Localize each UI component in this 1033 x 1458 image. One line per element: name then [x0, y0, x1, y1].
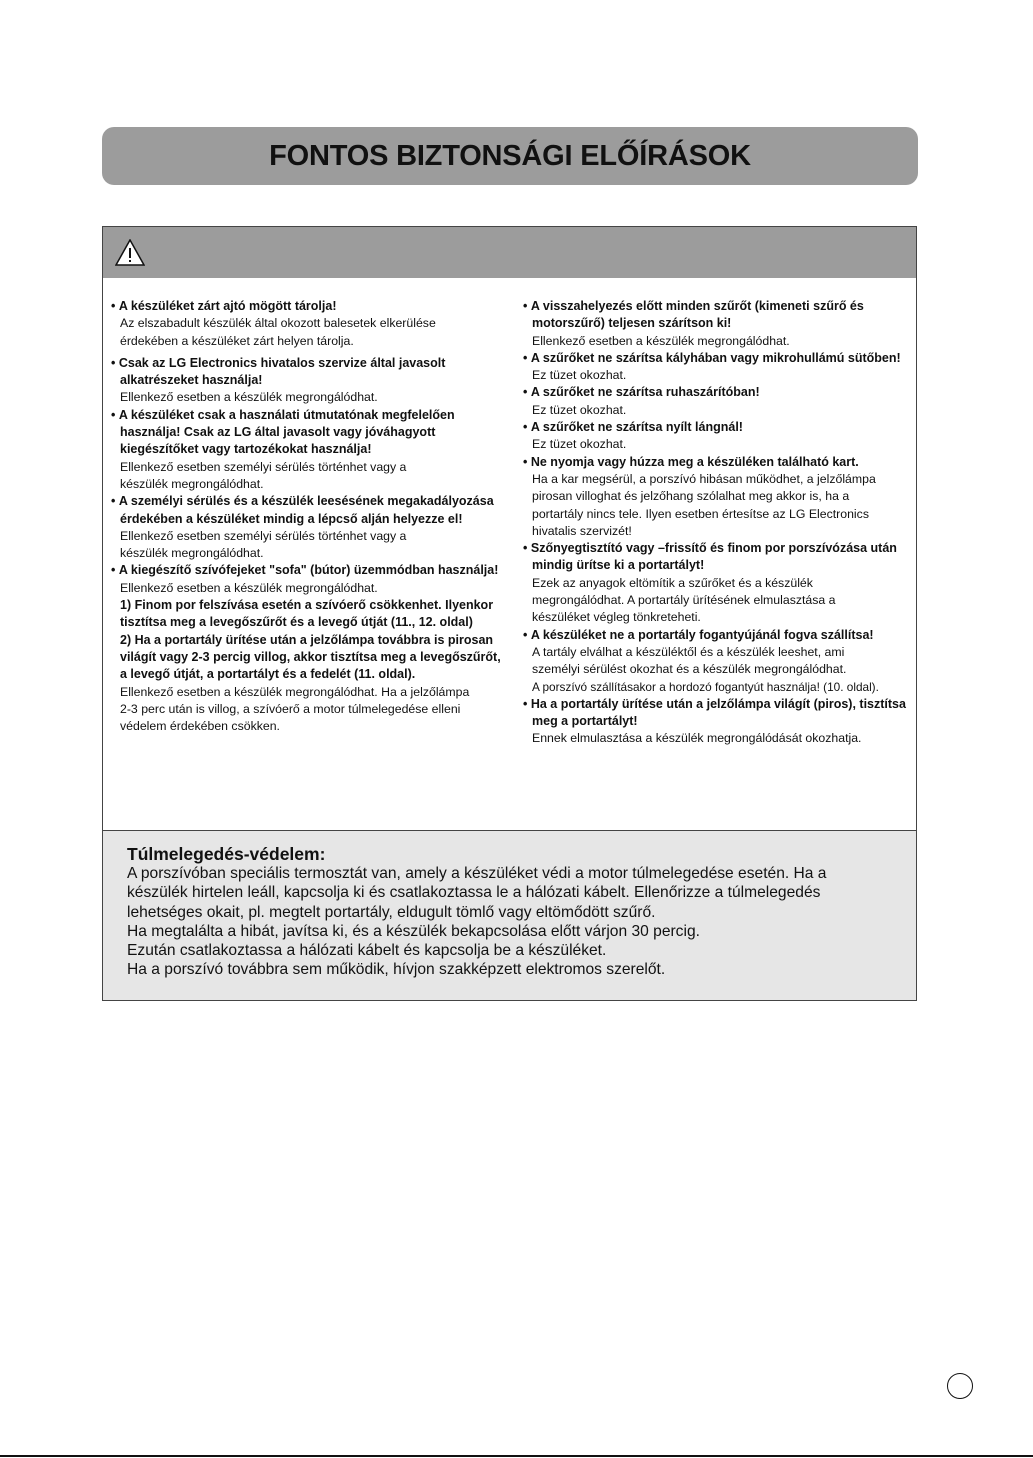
item-heading: • A személyi sérülés és a készülék leesésének megakadályozása érdekében a készüléket mindig a lépcső alján helyezze el!	[111, 493, 501, 528]
list-item	[111, 562, 501, 735]
item-subpoint: 2) Ha a portartály ürítése után a jelzőlámpa továbbra is pirosan világít vagy 2-3 percig villog, akkor tisztítsa meg a levegőszűrőt, a levegő útját, a portartályt és a fedelét (11. oldal).	[120, 632, 501, 682]
item-text: megrongálódhat. A portartály ürítésének elmulasztása a	[532, 593, 836, 608]
item-text: 2-3 perc után is villog, a szívóerő a motor túlmelegedése elleni	[120, 701, 461, 716]
item-text: pirosan villoghat és jelzőhang szólalhat meg akkor is, ha a	[532, 489, 850, 504]
item-text: érdekében a készüléket zárt helyen tárolja.	[120, 333, 354, 348]
list-item	[523, 298, 913, 350]
note-line: Ha megtalálta a hibát, javítsa ki, és a készülék bekapcsolása előtt várjon 30 percig.	[127, 922, 700, 940]
page-title: FONTOS BIZTONSÁGI ELŐÍRÁSOK	[269, 139, 751, 172]
list-item	[111, 355, 501, 407]
item-text: Ez tüzet okozhat.	[532, 437, 627, 452]
warning-header	[103, 227, 916, 278]
item-text: portartály nincs tele. Ilyen esetben értesítse az LG Electronics	[532, 506, 869, 521]
safety-columns	[103, 278, 916, 831]
list-item	[523, 384, 913, 419]
item-subpoint: 1) Finom por felszívása esetén a szívóerő csökkenhet. Ilyenkor tisztítsa meg a levegőszűrőt és a levegő útját (11., 12. oldal)	[120, 598, 494, 630]
item-text: védelem érdekében csökken.	[120, 719, 280, 734]
item-text: Ha a kar megsérül, a porszívó hibásan működhet, a jelzőlámpa	[532, 471, 876, 486]
item-text: Ez tüzet okozhat.	[532, 368, 627, 383]
item-heading: • A visszahelyezés előtt minden szűrőt (kimeneti szűrő és motorszűrő) teljesen szárítson ki!	[523, 298, 913, 333]
note-line: lehetséges okait, pl. megtelt portartály, eldugult tömlő vagy eltömődött szűrő.	[127, 903, 656, 921]
item-text: A porszívó szállításakor a hordozó fogantyút használja! (10. oldal).	[532, 679, 879, 694]
item-text: Ez tüzet okozhat.	[532, 402, 627, 417]
item-text: Az elszabadult készülék által okozott balesetek elkerülése	[120, 316, 436, 331]
item-text: készüléket végleg tönkreteheti.	[532, 610, 701, 625]
overheat-note	[103, 830, 916, 1000]
item-heading: • Ne nyomja vagy húzza meg a készüléken található kart.	[523, 454, 913, 471]
item-heading: • Csak az LG Electronics hivatalos szervize által javasolt alkatrészeket használja!	[111, 355, 501, 390]
item-heading: • A szűrőket ne szárítsa kályhában vagy mikrohullámú sütőben!	[523, 350, 913, 367]
item-text: Ellenkező esetben a készülék megrongálódhat. Ha a jelzőlámpa	[120, 684, 470, 699]
item-text: Ellenkező esetben személyi sérülés történhet vagy a	[120, 459, 407, 474]
item-text: Ennek elmulasztása a készülék megrongálódását okozhatja.	[532, 731, 862, 746]
list-item	[111, 298, 501, 350]
item-text: személyi sérülést okozhat és a készülék megrongálódhat.	[532, 662, 847, 677]
item-text: Ellenkező esetben a készülék megrongálódhat.	[120, 390, 378, 405]
item-text: Ellenkező esetben a készülék megrongálódhat.	[532, 333, 790, 348]
item-heading: • A kiegészítő szívófejeket "sofa" (bútor) üzemmódban használja!	[111, 562, 501, 579]
title-banner	[102, 127, 918, 185]
item-text: készülék megrongálódhat.	[120, 476, 264, 491]
list-item	[523, 419, 913, 454]
page-number-circle	[947, 1373, 973, 1399]
note-line: A porszívóban speciális termosztát van, amely a készüléket védi a motor túlmelegedése esetén. Ha a	[127, 865, 827, 882]
item-heading: • Ha a portartály ürítése után a jelzőlámpa világít (piros), tisztítsa meg a portartályt!	[523, 696, 913, 731]
item-heading: • A szűrőket ne szárítsa ruhaszárítóban!	[523, 384, 913, 401]
item-text: hivatalis szervizét!	[532, 523, 632, 538]
list-item	[523, 454, 913, 540]
item-heading: • A készüléket ne a portartály fogantyújánál fogva szállítsa!	[523, 627, 913, 644]
safety-box	[102, 226, 917, 1001]
list-item	[523, 540, 913, 626]
note-title: Túlmelegedés-védelem:	[127, 844, 326, 864]
item-heading: • A készüléket csak a használati útmutatónak megfelelően használja! Csak az LG által javasolt vagy jóváhagyott kiegészítőket vagy tartozékokat használja!	[111, 407, 501, 459]
bottom-rule	[0, 1455, 1033, 1457]
list-item	[111, 407, 501, 493]
item-heading: • Szőnyegtisztító vagy –frissítő és finom por porszívózása után mindig ürítse ki a portartályt!	[523, 540, 913, 575]
item-text: A tartály elválhat a készüléktől és a készülék leeshet, ami	[532, 644, 845, 659]
warning-triangle-icon	[115, 239, 145, 266]
item-text: készülék megrongálódhat.	[120, 546, 264, 561]
left-column	[111, 298, 501, 735]
item-heading: • A szűrőket ne szárítsa nyílt lángnál!	[523, 419, 913, 436]
right-column	[523, 298, 913, 748]
note-line: készülék hirtelen leáll, kapcsolja ki és csatlakoztassa le a hálózati kábelt. Ellenőrizze a túlmelegedés	[127, 884, 821, 902]
item-text: Ellenkező esetben személyi sérülés történhet vagy a	[120, 528, 407, 543]
list-item	[523, 350, 913, 385]
note-line: Ezután csatlakoztassa a hálózati kábelt és kapcsolja be a készüléket.	[127, 942, 607, 960]
item-text: Ellenkező esetben a készülék megrongálódhat.	[120, 580, 378, 595]
item-heading: • A készüléket zárt ajtó mögött tárolja!	[111, 298, 501, 315]
note-line: Ha a porszívó továbbra sem működik, hívjon szakképzett elektromos szerelőt.	[127, 961, 666, 979]
item-text: Ezek az anyagok eltömítik a szűrőket és a készülék	[532, 575, 813, 590]
list-item	[523, 627, 913, 696]
list-item	[111, 493, 501, 562]
list-item	[523, 696, 913, 748]
